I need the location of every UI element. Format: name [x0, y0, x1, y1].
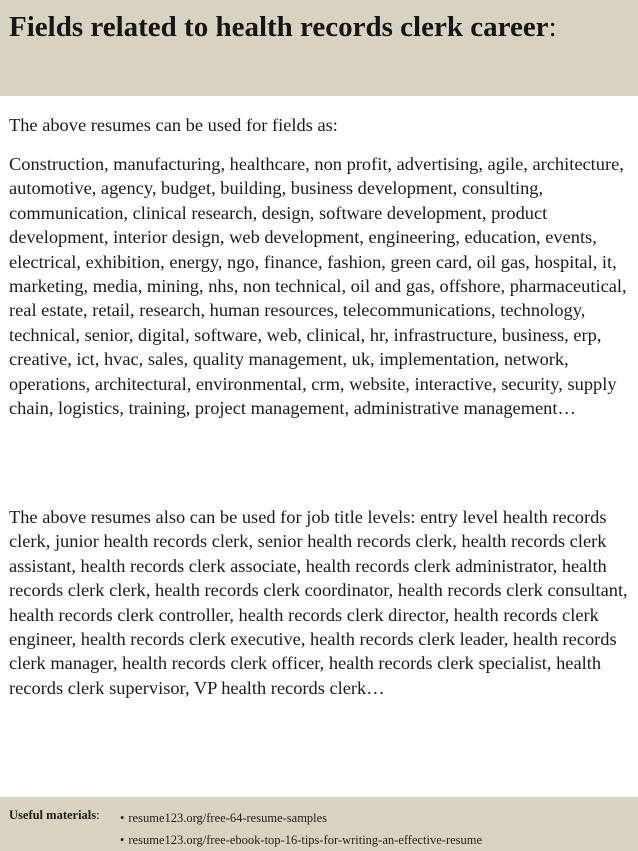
useful-materials-footer [0, 797, 638, 851]
bullet-icon: • [120, 811, 125, 825]
useful-materials-item [120, 829, 482, 851]
useful-materials-label-colon: : [96, 808, 100, 822]
page-title-text: Fields related to health records clerk career [9, 11, 549, 43]
useful-materials-label [9, 807, 100, 823]
page-title-colon: : [548, 11, 557, 43]
useful-materials-label-text: Useful materials [9, 808, 97, 822]
title-banner [0, 0, 638, 96]
resume-tips-ebook-link[interactable]: resume123.org/free-ebook-top-16-tips-for-writing-an-effective-resume [128, 833, 483, 847]
bullet-icon: • [120, 833, 125, 847]
fields-paragraph: Construction, manufacturing, healthcare, non profit, advertising, agile, architecture, automotive, agency, budget, building, business development, consulting, communication, clinical research, design, software development, product development, interior design, web development, engineering, education, events, electrical, exhibition, energy, ngo, finance, fashion, green card, oil gas, hospital, it, marketing, media, mining, nhs, non technical, oil and gas, offshore, pharmaceutical, real estate, retail, research, human resources, telecommunications, technology, technical, senior, digital, software, web, clinical, hr, infrastructure, business, erp, creative, ict, hvac, sales, quality management, uk, implementation, network, operations, architectural, environmental, crm, website, interactive, security, supply chain, logistics, training, project management, administrative management… [9, 154, 627, 419]
resume-samples-link[interactable]: resume123.org/free-64-resume-samples [128, 811, 328, 825]
fields-intro: The above resumes can be used for fields as: [9, 115, 338, 135]
useful-materials-item [120, 807, 482, 829]
job-levels-paragraph: The above resumes also can be used for job title levels: entry level health records clerk, junior health records clerk, senior health records clerk, health records clerk assistant, health records clerk associate, health records clerk administrator, health records clerk clerk, health records clerk coordinator, health records clerk consultant, health records clerk controller, health records clerk director, health records clerk engineer, health records clerk executive, health records clerk leader, health records clerk manager, health records clerk officer, health records clerk specialist, health records clerk supervisor, VP health records clerk… [9, 507, 628, 698]
page-title [9, 8, 629, 46]
useful-materials-list [120, 807, 482, 851]
